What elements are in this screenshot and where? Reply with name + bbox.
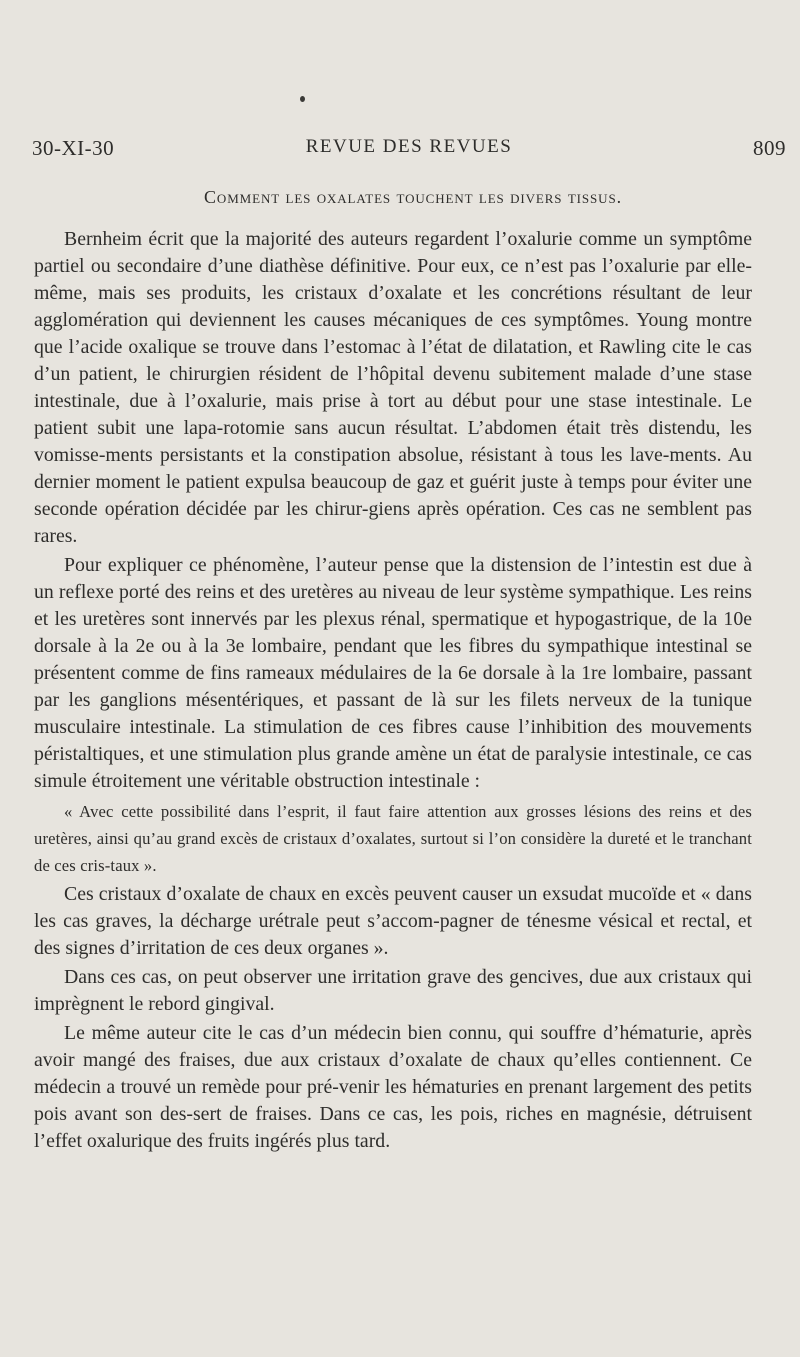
section-title: Comment les oxalates touchent les divers tissus. (204, 187, 622, 207)
page-number: 809 (753, 136, 786, 160)
paragraph-2: Pour expliquer ce phénomène, l’auteur pense que la distension de l’intestin est due à un reflexe porté des reins et des uretères au niveau de leur système sympathique. Les reins et les uretères sont innervés par les plexus rénal, spermatique et hypogastrique, de la 10e dorsale à la 2e ou à la 3e lombaire, pendant que les fibres du sympathique intestinal se présentent comme de fins rameaux médulaires de la 6e dorsale à la 1re lombaire, passant par les ganglions mésentériques, et passant de là sur les filets nerveux de la tunique musculaire intestinale. La stimulation de ces fibres cause l’inhibition des mouvements péristaltiques, et une stimulation plus grande amène un état de paralysie intestinale, ce cas simule étroitement une véritable obstruction intestinale : (34, 554, 752, 792)
header-journal-title: REVUE DES REVUES (305, 136, 513, 157)
ink-speck (300, 96, 305, 102)
header-date: 30-XI-30 (32, 136, 115, 160)
paragraph-3: Ces cristaux d’oxalate de chaux en excès peuvent causer un exsudat mucoïde et « dans les cas graves, la décharge urétrale peut s’accom-pagner de ténesme vésical et rectal, et des signes d’irritation de ces deux organes ». (34, 883, 752, 959)
quotation-paragraph: « Avec cette possibilité dans l’esprit, il faut faire attention aux grosses lésions des reins et des uretères, ainsi qu’au grand excès de cristaux d’oxalates, surtout si l’on considère la dureté et le tranchant de ces cris-taux ». (34, 802, 752, 875)
article-body (34, 226, 752, 1155)
paragraph-1: Bernheim écrit que la majorité des auteurs regardent l’oxalurie comme un symptôme partiel ou secondaire d’une diathèse définitive. Pour eux, ce n’est pas l’oxalurie par elle-même, mais ses produits, les cristaux d’oxalate et les concrétions résultant de leur agglomération qui deviennent les causes mécaniques de ces symptômes. Young montre que l’acide oxalique se trouve dans l’estomac à l’état de dilatation, et Rawling cite le cas d’un patient, le chirurgien résident de l’hôpital devenu subitement malade d’une stase intestinale, due à l’oxalurie, mais prise à tort au début pour une stase intestinale. Le patient subit une lapa-rotomie sans aucun résultat. L’abdomen était très distendu, les vomisse-ments persistants et la constipation absolue, résistant à tous les lave-ments. Au dernier moment le patient expulsa beaucoup de gaz et guérit juste à temps pour éviter une seconde opération décidée par les chirur-giens après opération. Ces cas ne semblent pas rares. (34, 228, 752, 547)
paragraph-4: Dans ces cas, on peut observer une irritation grave des gencives, due aux cristaux qui imprègnent le rebord gingival. (34, 966, 752, 1015)
paragraph-5: Le même auteur cite le cas d’un médecin bien connu, qui souffre d’hématurie, après avoir mangé des fraises, due aux cristaux d’oxalate de chaux qu’elles contiennent. Ce médecin a trouvé un remède pour pré-venir les hématuries en prenant largement des petits pois avant son des-sert de fraises. Dans ce cas, les pois, riches en magnésie, détruisent l’effet oxalurique des fruits ingérés plus tard. (34, 1022, 752, 1152)
running-header (32, 136, 786, 166)
